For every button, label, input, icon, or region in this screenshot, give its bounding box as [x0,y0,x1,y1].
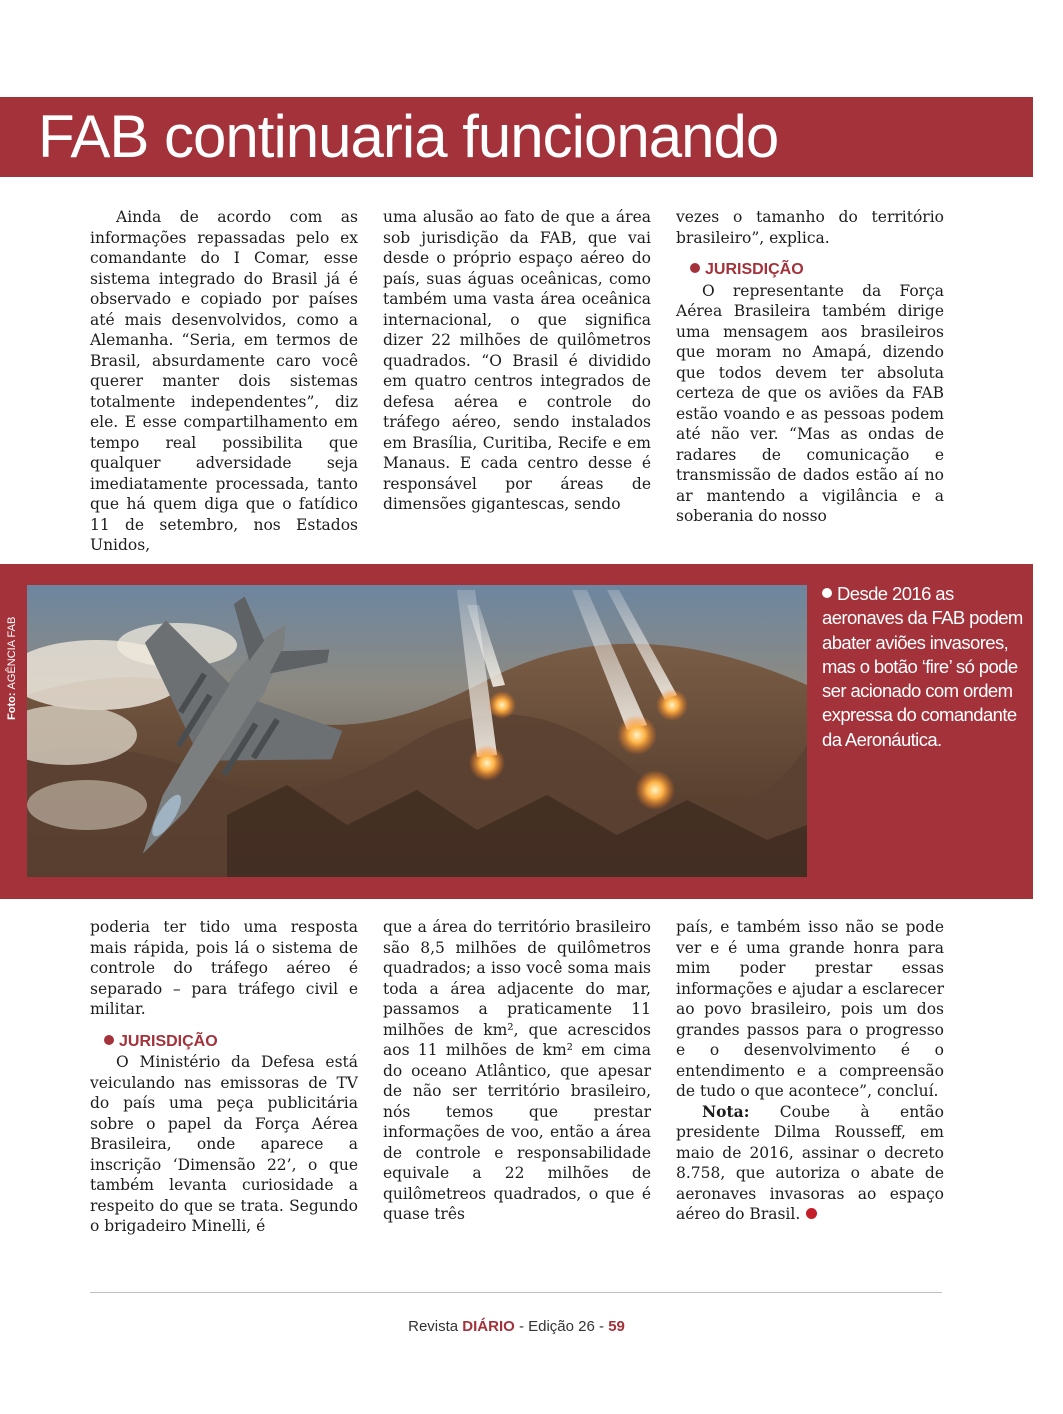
section-heading [676,260,944,281]
edition-label: - Edição 26 - [514,1318,609,1335]
section-heading-label: JURISDIÇÃO [705,261,804,278]
bottom-col3-note [676,1102,944,1225]
fighter-jet-illustration [27,585,807,877]
magazine-name: DIÁRIO [462,1318,515,1335]
photo-credit-value: AGÊNCIA FAB [6,616,18,690]
top-col3-lead: vezes o tamanho do território brasileiro”, explica. [676,208,944,247]
note-text: Coube à então presidente Dilma Rousseff, em maio de 2016, assinar o decreto 8.758, que autoriza o abate de aeronaves invasoras ao espaço aéreo do Brasil. [676,1102,944,1223]
photo-caption-text: Desde 2016 as aeronaves da FAB podem abater aviões invasores, mas o botão ‘fire’ só pode ser acionado com ordem expressa do comandante da Aeronáutica. [822,583,1023,750]
bottom-column-1 [90,917,358,1237]
top-column-1 [90,207,358,556]
footer-divider [90,1292,942,1293]
headline-banner [0,97,1033,177]
fighter-jet-photo [27,585,807,877]
top-col1-text: Ainda de acordo com as informações repassadas pelo ex comandante do I Comar, esse sistema integrado do Brasil já é observado e copiado por países até mais desenvolvidos, como a Alemanha. “Seria, em termos de Brasil, absurdamente caro você querer manter dois sistemas totalmente independentes”, diz ele. E esse compartilhamento em tempo real possibilita que qualquer adversidade seja imediatamente processada, tanto que há quem diga que o fatídico 11 de setembro, nos Estados Unidos, [90,208,358,554]
bullet-icon [822,588,832,598]
photo-caption [822,582,1027,752]
bottom-column-3 [676,917,944,1225]
top-col3-body: O representante da Força Aérea Brasileira também dirige uma mensagem aos brasileiros que moram no Amapá, dizendo que todos devem ter absoluta certeza de que os aviões da FAB estão voando e as pessoas podem até não ver. “Mas as ondas de radares de comunicação e transmissão de dados estão aí no ar mantendo a vigilância e a soberania do nosso [676,281,944,525]
headline: FAB continuaria funcionando [38,103,779,170]
footer-prefix: Revista [408,1318,463,1335]
bottom-column-2 [383,917,651,1225]
photo-credit-label: Foto: [6,692,18,720]
top-col2-text: uma alusão ao fato de que a área sob jurisdição da FAB, que vai desde o próprio espaço aéreo do país, suas águas oceânicas, como também uma vasta área oceânica internacional, o que significa dizer 22 milhões de quilômetros quadrados. “O Brasil é dividido em quatro centros integrados de defesa aérea e controle do tráfego aéreo, sendo instalados em Brasília, Curitiba, Recife e em Manaus. E cada centro desse é responsável por áreas de dimensões gigantescas, sendo [383,208,651,513]
bullet-icon [690,263,700,273]
top-column-3 [676,207,944,527]
bottom-col3-lead: país, e também isso não se pode ver e é uma grande honra para mim poder prestar essas informações e ajudar a esclarecer ao povo brasileiro, pois um dos grandes passos para o progresso e o desenvolvimento é o entendimento e a compreensão de tudo o que acontece”, concluí. [676,918,944,1100]
page-number: 59 [608,1318,625,1335]
bottom-col2-text: que a área do território brasileiro são 8,5 milhões de quilômetros quadrados; a isso você soma mais toda a área adjacente do mar, passamos a praticamente 11 milhões de km², que acrescidos aos 11 milhões de km² em cima do oceano Atlântico, que apesar de não ser território brasileiro, nós temos que prestar informações de voo, então a área de controle e responsabilidade equivale a 22 milhões de quilômetreos quadrados, o que é quase três [383,918,651,1223]
end-mark-icon [806,1208,817,1219]
top-column-2 [383,207,651,515]
photo-credit [6,590,24,720]
section-heading [90,1032,358,1053]
page-footer [0,1318,1033,1335]
bottom-col1-body: O Ministério da Defesa está veiculando nas emissoras de TV do país uma peça publicitária sobre o papel da Força Aérea Brasileira, onde aparece a inscrição ‘Dimensão 22’, o que também levanta curiosidade a respeito do que se trata. Segundo o brigadeiro Minelli, é [90,1053,358,1235]
note-label: Nota: [702,1101,750,1121]
section-heading-label: JURISDIÇÃO [119,1032,218,1050]
bullet-icon [104,1035,114,1045]
bottom-col1-lead: poderia ter tido uma resposta mais rápida, pois lá o sistema de controle do tráfego aéreo é separado – para tráfego civil e militar. [90,918,358,1018]
